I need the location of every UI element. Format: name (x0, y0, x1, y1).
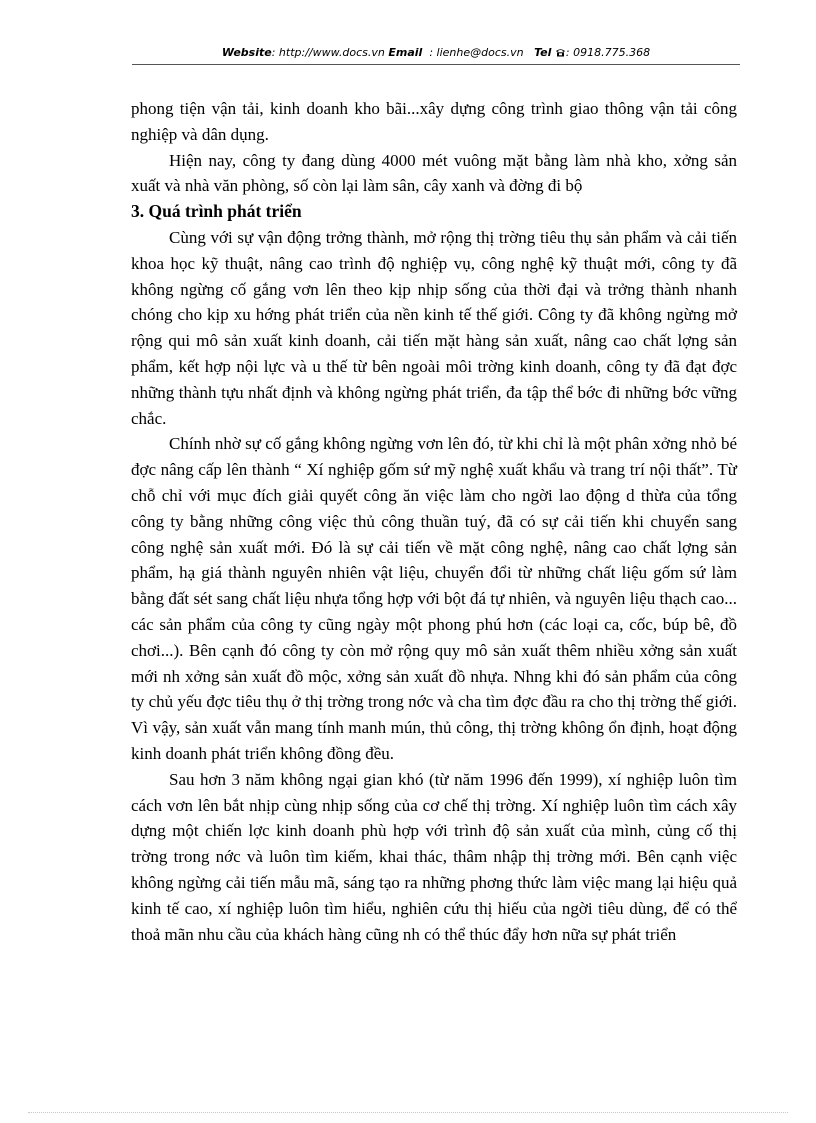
paragraph-2: Hiện nay, công ty đang dùng 4000 mét vuông mặt bằng làm nhà kho, xởng sản xuất và nhà văn phòng, số còn lại làm sân, cây xanh và đờng đi bộ (131, 150, 737, 196)
tel-label: Tel (534, 46, 552, 59)
paragraph-5: Sau hơn 3 năm không ngại gian khó (từ năm 1996 đến 1999), xí nghiệp luôn tìm cách vơn lên bắt nhịp cùng nhịp sống của cơ chế thị trờng. Xí nghiệp luôn tìm cách xây dựng một chiến lợc kinh doanh phù hợp với trình độ sản xuất của mình, củng cố thị trờng trong nớc và luôn tìm kiếm, khai thác, thâm nhập thị trờng mới. Bên cạnh việc không ngừng cải tiến mẫu mã, sáng tạo ra những phơng thức làm việc mang lại hiệu quả kinh tế cao, xí nghiệp luôn tìm hiểu, nghiên cứu thị hiếu của ngời tiêu dùng, để có thể thoả mãn nhu cầu của khách hàng cũng nh có thể thúc đẩy hơn nữa sự phát triển (131, 769, 737, 944)
page-header (132, 46, 740, 59)
email-label: Email (388, 46, 423, 59)
email-value[interactable]: : lienhe@docs.vn (429, 46, 524, 59)
website-label: Website (221, 46, 272, 59)
paragraph-4: Chính nhờ sự cố gắng không ngừng vơn lên đó, từ khi chỉ là một phân xởng nhỏ bé đợc nâng cấp lên thành “ Xí nghiệp gốm sứ mỹ nghệ xuất khẩu và trang trí nội thất”. Từ chỗ chỉ với mục đích giải quyết công ăn việc làm cho ngời lao động d thừa của tổng công ty bằng những công việc thủ công thuần tuý, đã có sự cải tiến khi chuyển sang công nghệ sản xuất mới. Đó là sự cải tiến về mặt công nghệ, nâng cao chất lợng sản phẩm, hạ giá thành nguyên nhiên vật liệu, chuyển đổi từ những chất liệu gốm sứ làm bằng đất sét sang chất liệu nhựa tổng hợp với bột đá tự nhiên, và nguyên liệu thạch cao... các sản phẩm của công ty cũng ngày một phong phú hơn (các loại ca, cốc, búp bê, đồ chơi...). Bên cạnh đó công ty còn mở rộng quy mô sản xuất thêm nhiều xởng sản xuất mới nh xởng sản xuất đồ mộc, xởng sản xuất đồ nhựa. Nhng khi đó sản phẩm của công ty chủ yếu đợc tiêu thụ ở thị trờng trong nớc và cha tìm đợc đầu ra cho thị trờng thế giới. Vì vậy, sản xuất vẫn mang tính manh mún, thủ công, thị trờng không ổn định, hoạt động kinh doanh phát triển không đồng đều. (131, 434, 737, 763)
phone-icon (555, 46, 566, 59)
paragraph-1: phong tiện vận tải, kinh doanh kho bãi...xây dựng công trình giao thông vận tải công nghiệp và dân dụng. (131, 99, 737, 144)
footer-divider (28, 1112, 788, 1113)
website-url[interactable]: : http://www.docs.vn (271, 46, 385, 59)
tel-value: : 0918.775.368 (565, 46, 651, 59)
section-heading: 3. Quá trình phát triển (131, 201, 302, 222)
paragraph-3: Cùng với sự vận động trởng thành, mở rộng thị trờng tiêu thụ sản phẩm và cải tiến khoa học kỹ thuật, nâng cao trình độ nghiệp vụ, công nghệ kỹ thuật mới, công ty đã không ngừng cố gắng vơn lên theo kịp nhịp sống của thời đại và trởng thành nhanh chóng cho kịp xu hớng phát triển của nền kinh tế thế giới. Công ty đã không ngừng mở rộng qui mô sản xuất kinh doanh, cải tiến mặt hàng sản xuất, nâng cao chất lợng sản phẩm, kết hợp nội lực và u thế từ bên ngoài môi trờng kinh doanh, công ty đã đạt đợc những thành tựu nhất định và không ngừng phát triển, đa tập thể bớc đi những bớc vững chắc. (131, 227, 737, 428)
document-body (131, 96, 737, 947)
header-divider (132, 64, 740, 65)
